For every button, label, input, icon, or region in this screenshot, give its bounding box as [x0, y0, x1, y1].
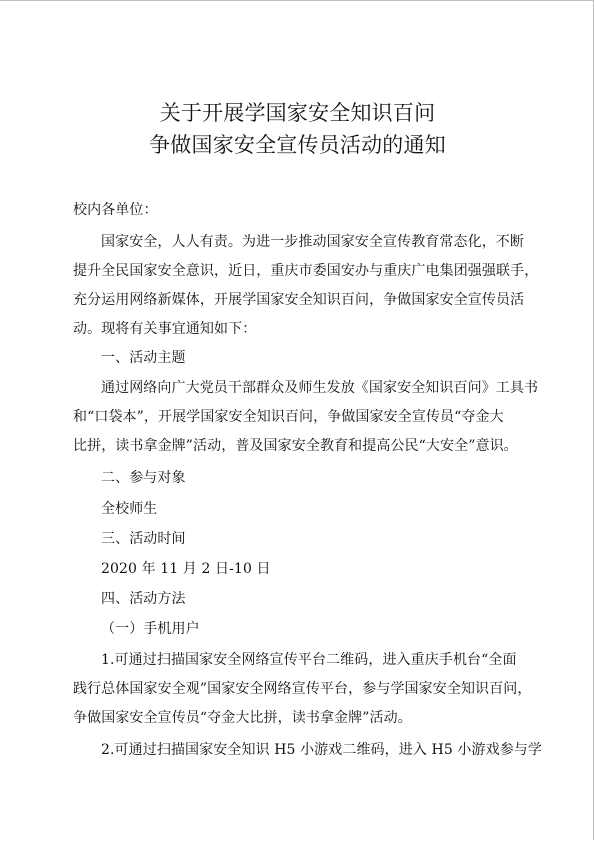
body-line: 充分运用网络新媒体，开展学国家安全知识百问，争做国家安全宣传员活: [73, 292, 525, 308]
document-title-line-1: 关于开展学国家安全知识百问: [159, 101, 436, 125]
body-line: 国家安全，人人有责。为进一步推动国家安全宣传教育常态化，不断: [101, 234, 524, 250]
body-line: 和“口袋本”，开展学国家安全知识百问，争做国家安全宣传员“夺金大: [73, 409, 504, 425]
section-heading: 三、活动时间: [101, 531, 186, 547]
body-line: 通过网络向广大党员干部群众及师生发放《国家安全知识百问》工具书: [101, 380, 539, 396]
salutation: 校内各单位：: [73, 202, 158, 218]
body-line: 比拼，读书拿金牌”活动，普及国家安全教育和提高公民“大安全”意识。: [73, 438, 518, 454]
section-heading: 二、参与对象: [101, 470, 186, 486]
body-line: 全校师生: [101, 501, 158, 517]
section-heading: 一、活动主题: [101, 350, 186, 366]
body-line: 动。现将有关事宜通知如下：: [73, 321, 257, 337]
section-heading: 四、活动方法: [101, 591, 186, 607]
body-line: 2.可通过扫描国家安全知识 H5 小游戏二维码，进入 H5 小游戏参与学: [101, 742, 542, 758]
body-line: 2020 年 11 月 2 日-10 日: [101, 561, 271, 577]
body-line: 践行总体国家安全观”国家安全网络宣传平台，参与学国家安全知识百问，: [73, 681, 532, 697]
document-title-line-2: 争做国家安全宣传员活动的通知: [149, 133, 446, 157]
body-line: 提升全民国家安全意识，近日，重庆市委国安办与重庆广电集团强强联手，: [73, 263, 539, 279]
subsection-heading: （一）手机用户: [101, 621, 200, 637]
body-line: 1.可通过扫描国家安全网络宣传平台二维码，进入重庆手机台“全面: [101, 652, 517, 668]
body-line: 争做国家安全宣传员“夺金大比拼，读书拿金牌”活动。: [73, 710, 412, 726]
